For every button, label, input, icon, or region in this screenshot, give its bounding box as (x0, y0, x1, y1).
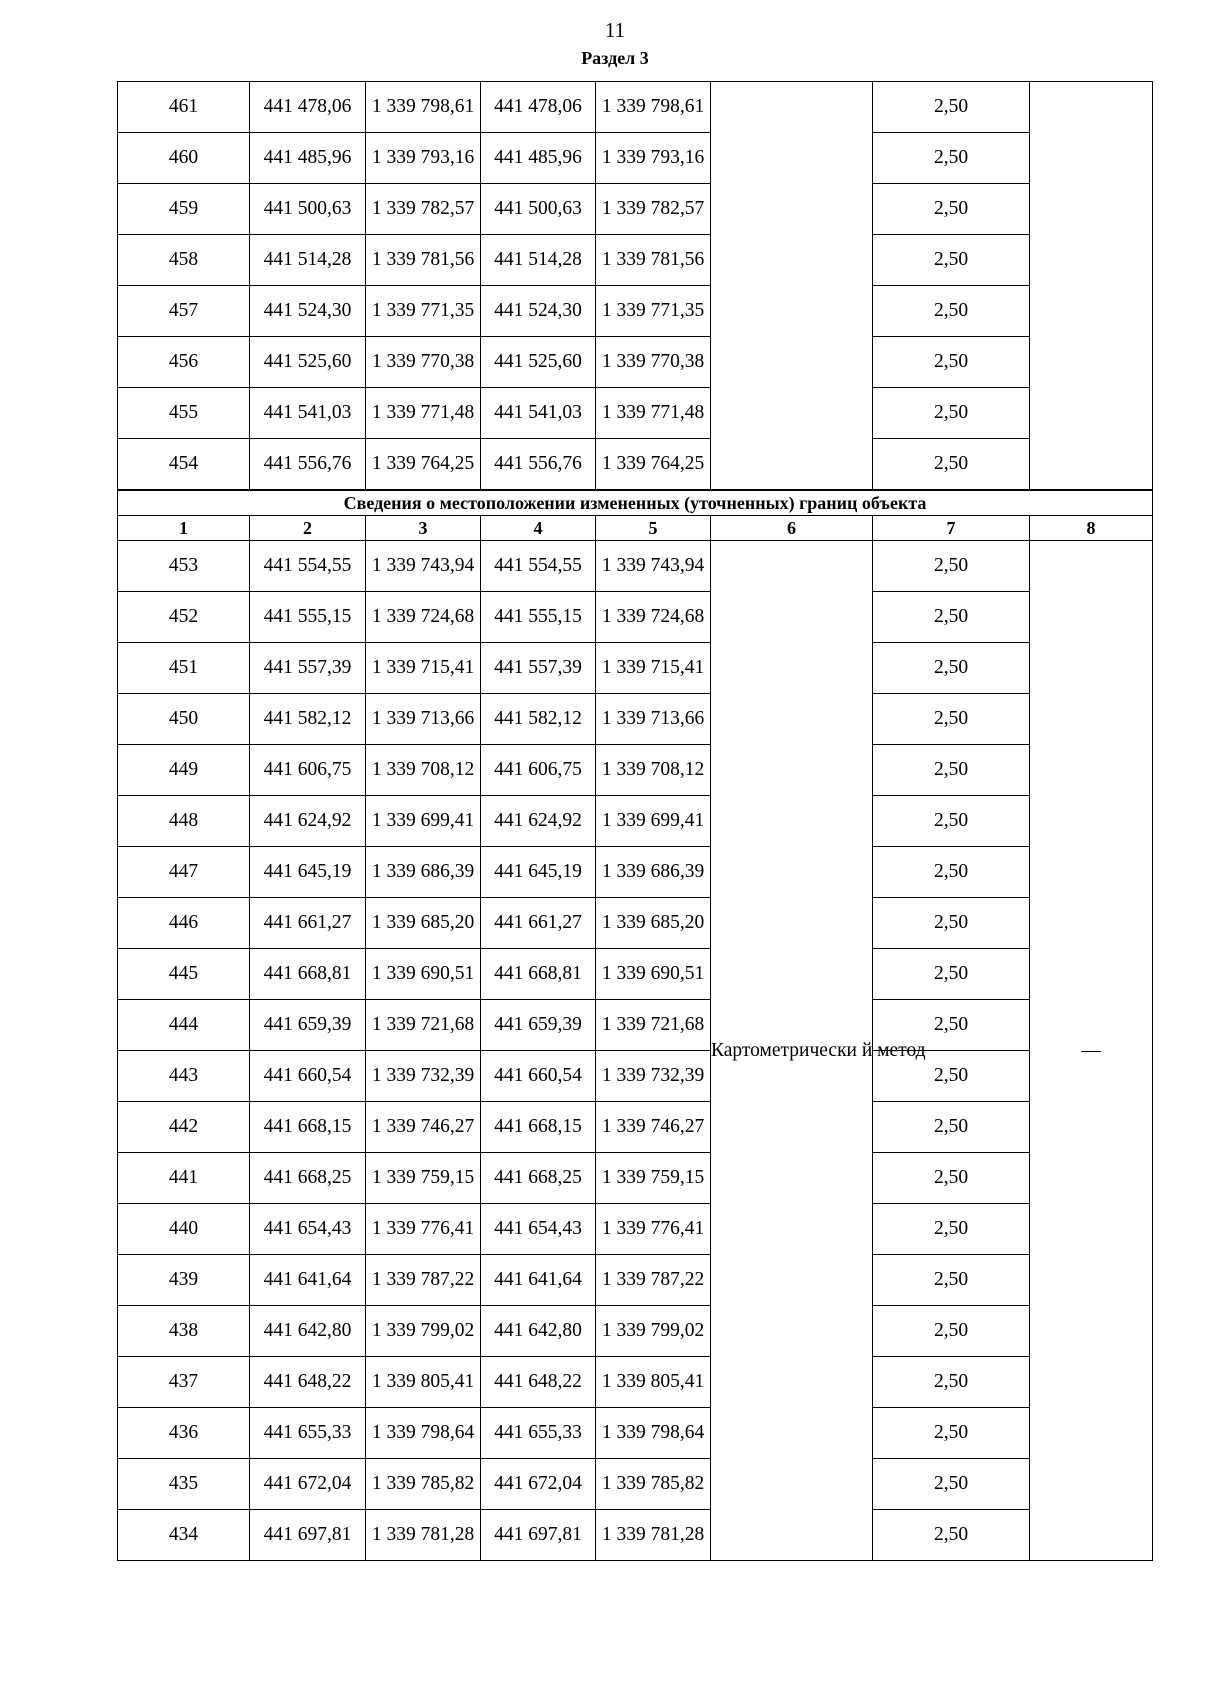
point-number-cell: 443 (118, 1051, 250, 1102)
y-new-cell: 1 339 798,64 (596, 1408, 711, 1459)
y-old-cell: 1 339 686,39 (366, 847, 481, 898)
x-old-cell: 441 554,55 (250, 541, 366, 592)
table-row (118, 286, 1153, 337)
y-old-cell: 1 339 732,39 (366, 1051, 481, 1102)
table-row (118, 694, 1153, 745)
x-new-cell: 441 641,64 (481, 1255, 596, 1306)
x-old-cell: 441 525,60 (250, 337, 366, 388)
y-old-cell: 1 339 713,66 (366, 694, 481, 745)
x-new-cell: 441 555,15 (481, 592, 596, 643)
y-old-cell: 1 339 793,16 (366, 133, 481, 184)
x-new-cell: 441 648,22 (481, 1357, 596, 1408)
y-old-cell: 1 339 798,61 (366, 82, 481, 133)
x-new-cell: 441 668,15 (481, 1102, 596, 1153)
x-old-cell: 441 661,27 (250, 898, 366, 949)
method-cell (711, 82, 873, 491)
x-old-cell: 441 541,03 (250, 388, 366, 439)
precision-cell: 2,50 (873, 286, 1030, 337)
x-new-cell: 441 672,04 (481, 1459, 596, 1510)
y-new-cell: 1 339 721,68 (596, 1000, 711, 1051)
y-new-cell: 1 339 785,82 (596, 1459, 711, 1510)
precision-cell: 2,50 (873, 592, 1030, 643)
column-number: 7 (873, 516, 1030, 541)
x-new-cell: 441 541,03 (481, 388, 596, 439)
x-old-cell: 441 668,81 (250, 949, 366, 1000)
y-new-cell: 1 339 771,48 (596, 388, 711, 439)
point-number-cell: 446 (118, 898, 250, 949)
precision-cell: 2,50 (873, 82, 1030, 133)
y-new-cell: 1 339 743,94 (596, 541, 711, 592)
y-new-cell: 1 339 770,38 (596, 337, 711, 388)
y-old-cell: 1 339 743,94 (366, 541, 481, 592)
y-old-cell: 1 339 759,15 (366, 1153, 481, 1204)
x-old-cell: 441 668,15 (250, 1102, 366, 1153)
column-number: 1 (118, 516, 250, 541)
x-old-cell: 441 478,06 (250, 82, 366, 133)
x-old-cell: 441 654,43 (250, 1204, 366, 1255)
point-number-cell: 448 (118, 796, 250, 847)
precision-cell: 2,50 (873, 235, 1030, 286)
point-number-cell: 450 (118, 694, 250, 745)
point-number-cell: 439 (118, 1255, 250, 1306)
point-number-cell: 434 (118, 1510, 250, 1561)
table-row (118, 1459, 1153, 1510)
section-title: Раздел 3 (581, 48, 649, 68)
x-new-cell: 441 514,28 (481, 235, 596, 286)
y-old-cell: 1 339 787,22 (366, 1255, 481, 1306)
x-new-cell: 441 654,43 (481, 1204, 596, 1255)
table-row (118, 1408, 1153, 1459)
y-new-cell: 1 339 713,66 (596, 694, 711, 745)
point-number-cell: 440 (118, 1204, 250, 1255)
x-new-cell: 441 668,81 (481, 949, 596, 1000)
precision-cell: 2,50 (873, 388, 1030, 439)
point-number-cell: 456 (118, 337, 250, 388)
point-number-cell: 444 (118, 1000, 250, 1051)
method-cell: Картометрически й метод (711, 541, 873, 1561)
y-old-cell: 1 339 685,20 (366, 898, 481, 949)
precision-cell: 2,50 (873, 949, 1030, 1000)
y-new-cell: 1 339 708,12 (596, 745, 711, 796)
table-row (118, 1000, 1153, 1051)
precision-cell: 2,50 (873, 541, 1030, 592)
table-row (118, 337, 1153, 388)
y-old-cell: 1 339 799,02 (366, 1306, 481, 1357)
x-new-cell: 441 525,60 (481, 337, 596, 388)
column-number: 5 (596, 516, 711, 541)
y-old-cell: 1 339 781,28 (366, 1510, 481, 1561)
page-number: 11 (604, 18, 626, 42)
point-number-cell: 436 (118, 1408, 250, 1459)
y-new-cell: 1 339 771,35 (596, 286, 711, 337)
y-new-cell: 1 339 805,41 (596, 1357, 711, 1408)
x-old-cell: 441 645,19 (250, 847, 366, 898)
section-header: Сведения о местоположении измененных (уточненных) границ объекта (118, 490, 1153, 516)
precision-cell: 2,50 (873, 133, 1030, 184)
precision-cell: 2,50 (873, 1102, 1030, 1153)
column-number: 6 (711, 516, 873, 541)
table-row (118, 133, 1153, 184)
x-old-cell: 441 697,81 (250, 1510, 366, 1561)
point-number-cell: 442 (118, 1102, 250, 1153)
table-row (118, 898, 1153, 949)
point-number-cell: 458 (118, 235, 250, 286)
y-new-cell: 1 339 793,16 (596, 133, 711, 184)
table-row (118, 1051, 1153, 1102)
table-row (118, 184, 1153, 235)
point-number-cell: 451 (118, 643, 250, 694)
x-new-cell: 441 668,25 (481, 1153, 596, 1204)
precision-cell: 2,50 (873, 1051, 1030, 1102)
y-new-cell: 1 339 686,39 (596, 847, 711, 898)
x-new-cell: 441 554,55 (481, 541, 596, 592)
y-new-cell: 1 339 799,02 (596, 1306, 711, 1357)
y-new-cell: 1 339 699,41 (596, 796, 711, 847)
precision-cell: 2,50 (873, 1000, 1030, 1051)
y-old-cell: 1 339 746,27 (366, 1102, 481, 1153)
precision-cell: 2,50 (873, 796, 1030, 847)
section-header-row (118, 490, 1153, 516)
y-new-cell: 1 339 787,22 (596, 1255, 711, 1306)
y-old-cell: 1 339 781,56 (366, 235, 481, 286)
table-row (118, 643, 1153, 694)
y-old-cell: 1 339 782,57 (366, 184, 481, 235)
precision-cell: 2,50 (873, 847, 1030, 898)
y-new-cell: 1 339 782,57 (596, 184, 711, 235)
precision-cell: 2,50 (873, 745, 1030, 796)
x-old-cell: 441 557,39 (250, 643, 366, 694)
x-new-cell: 441 557,39 (481, 643, 596, 694)
table-row (118, 592, 1153, 643)
y-old-cell: 1 339 771,48 (366, 388, 481, 439)
point-number-cell: 449 (118, 745, 250, 796)
y-old-cell: 1 339 699,41 (366, 796, 481, 847)
x-new-cell: 441 655,33 (481, 1408, 596, 1459)
point-number-cell: 438 (118, 1306, 250, 1357)
x-new-cell: 441 478,06 (481, 82, 596, 133)
x-new-cell: 441 485,96 (481, 133, 596, 184)
precision-cell: 2,50 (873, 898, 1030, 949)
precision-cell: 2,50 (873, 1510, 1030, 1561)
precision-cell: 2,50 (873, 694, 1030, 745)
x-old-cell: 441 641,64 (250, 1255, 366, 1306)
precision-cell: 2,50 (873, 184, 1030, 235)
point-number-cell: 461 (118, 82, 250, 133)
x-old-cell: 441 582,12 (250, 694, 366, 745)
x-old-cell: 441 514,28 (250, 235, 366, 286)
point-number-cell: 459 (118, 184, 250, 235)
y-old-cell: 1 339 721,68 (366, 1000, 481, 1051)
point-number-cell: 441 (118, 1153, 250, 1204)
table-row (118, 1357, 1153, 1408)
y-new-cell: 1 339 764,25 (596, 439, 711, 491)
x-new-cell: 441 500,63 (481, 184, 596, 235)
table-row (118, 1306, 1153, 1357)
precision-cell: 2,50 (873, 1408, 1030, 1459)
table-row (118, 82, 1153, 133)
point-number-cell: 457 (118, 286, 250, 337)
y-old-cell: 1 339 798,64 (366, 1408, 481, 1459)
y-new-cell: 1 339 759,15 (596, 1153, 711, 1204)
x-old-cell: 441 668,25 (250, 1153, 366, 1204)
point-number-cell: 437 (118, 1357, 250, 1408)
point-number-cell: 460 (118, 133, 250, 184)
y-old-cell: 1 339 708,12 (366, 745, 481, 796)
x-old-cell: 441 648,22 (250, 1357, 366, 1408)
point-number-cell: 435 (118, 1459, 250, 1510)
point-number-cell: 453 (118, 541, 250, 592)
x-new-cell: 441 524,30 (481, 286, 596, 337)
column-number: 4 (481, 516, 596, 541)
y-old-cell: 1 339 776,41 (366, 1204, 481, 1255)
y-old-cell: 1 339 770,38 (366, 337, 481, 388)
precision-cell: 2,50 (873, 1204, 1030, 1255)
x-new-cell: 441 659,39 (481, 1000, 596, 1051)
y-new-cell: 1 339 715,41 (596, 643, 711, 694)
table-row (118, 439, 1153, 491)
y-new-cell: 1 339 781,56 (596, 235, 711, 286)
x-new-cell: 441 582,12 (481, 694, 596, 745)
table-row (118, 949, 1153, 1000)
x-new-cell: 441 556,76 (481, 439, 596, 491)
precision-cell: 2,50 (873, 439, 1030, 491)
point-number-cell: 445 (118, 949, 250, 1000)
x-old-cell: 441 660,54 (250, 1051, 366, 1102)
table-row (118, 541, 1153, 592)
x-old-cell: 441 606,75 (250, 745, 366, 796)
point-number-cell: 452 (118, 592, 250, 643)
column-number: 3 (366, 516, 481, 541)
column-numbers-row (118, 516, 1153, 541)
x-old-cell: 441 655,33 (250, 1408, 366, 1459)
x-old-cell: 441 500,63 (250, 184, 366, 235)
x-old-cell: 441 642,80 (250, 1306, 366, 1357)
x-old-cell: 441 624,92 (250, 796, 366, 847)
y-old-cell: 1 339 690,51 (366, 949, 481, 1000)
x-old-cell: 441 485,96 (250, 133, 366, 184)
y-old-cell: 1 339 715,41 (366, 643, 481, 694)
x-old-cell: 441 659,39 (250, 1000, 366, 1051)
column-number: 8 (1030, 516, 1153, 541)
column8-cell (1030, 82, 1153, 491)
y-new-cell: 1 339 732,39 (596, 1051, 711, 1102)
y-old-cell: 1 339 764,25 (366, 439, 481, 491)
x-new-cell: 441 660,54 (481, 1051, 596, 1102)
table-row (118, 1204, 1153, 1255)
precision-cell: 2,50 (873, 337, 1030, 388)
precision-cell: 2,50 (873, 1255, 1030, 1306)
table-row (118, 796, 1153, 847)
x-new-cell: 441 642,80 (481, 1306, 596, 1357)
x-old-cell: 441 555,15 (250, 592, 366, 643)
precision-cell: 2,50 (873, 1306, 1030, 1357)
precision-cell: 2,50 (873, 1357, 1030, 1408)
y-new-cell: 1 339 781,28 (596, 1510, 711, 1561)
point-number-cell: 447 (118, 847, 250, 898)
table-row (118, 1102, 1153, 1153)
y-new-cell: 1 339 746,27 (596, 1102, 711, 1153)
x-new-cell: 441 697,81 (481, 1510, 596, 1561)
y-new-cell: 1 339 724,68 (596, 592, 711, 643)
precision-cell: 2,50 (873, 1153, 1030, 1204)
point-number-cell: 455 (118, 388, 250, 439)
x-new-cell: 441 624,92 (481, 796, 596, 847)
point-number-cell: 454 (118, 439, 250, 491)
y-new-cell: 1 339 690,51 (596, 949, 711, 1000)
y-new-cell: 1 339 685,20 (596, 898, 711, 949)
table-row (118, 235, 1153, 286)
y-old-cell: 1 339 771,35 (366, 286, 481, 337)
y-old-cell: 1 339 785,82 (366, 1459, 481, 1510)
table-row (118, 1510, 1153, 1561)
x-old-cell: 441 524,30 (250, 286, 366, 337)
table-row (118, 847, 1153, 898)
table-row (118, 388, 1153, 439)
table-row (118, 1255, 1153, 1306)
column-number: 2 (250, 516, 366, 541)
table-row (118, 1153, 1153, 1204)
y-old-cell: 1 339 805,41 (366, 1357, 481, 1408)
y-new-cell: 1 339 776,41 (596, 1204, 711, 1255)
x-new-cell: 441 661,27 (481, 898, 596, 949)
column8-cell: — (1030, 541, 1153, 1561)
coordinates-table (117, 81, 1153, 1561)
table-row (118, 745, 1153, 796)
precision-cell: 2,50 (873, 1459, 1030, 1510)
precision-cell: 2,50 (873, 643, 1030, 694)
x-old-cell: 441 672,04 (250, 1459, 366, 1510)
x-new-cell: 441 645,19 (481, 847, 596, 898)
x-old-cell: 441 556,76 (250, 439, 366, 491)
x-new-cell: 441 606,75 (481, 745, 596, 796)
y-old-cell: 1 339 724,68 (366, 592, 481, 643)
y-new-cell: 1 339 798,61 (596, 82, 711, 133)
